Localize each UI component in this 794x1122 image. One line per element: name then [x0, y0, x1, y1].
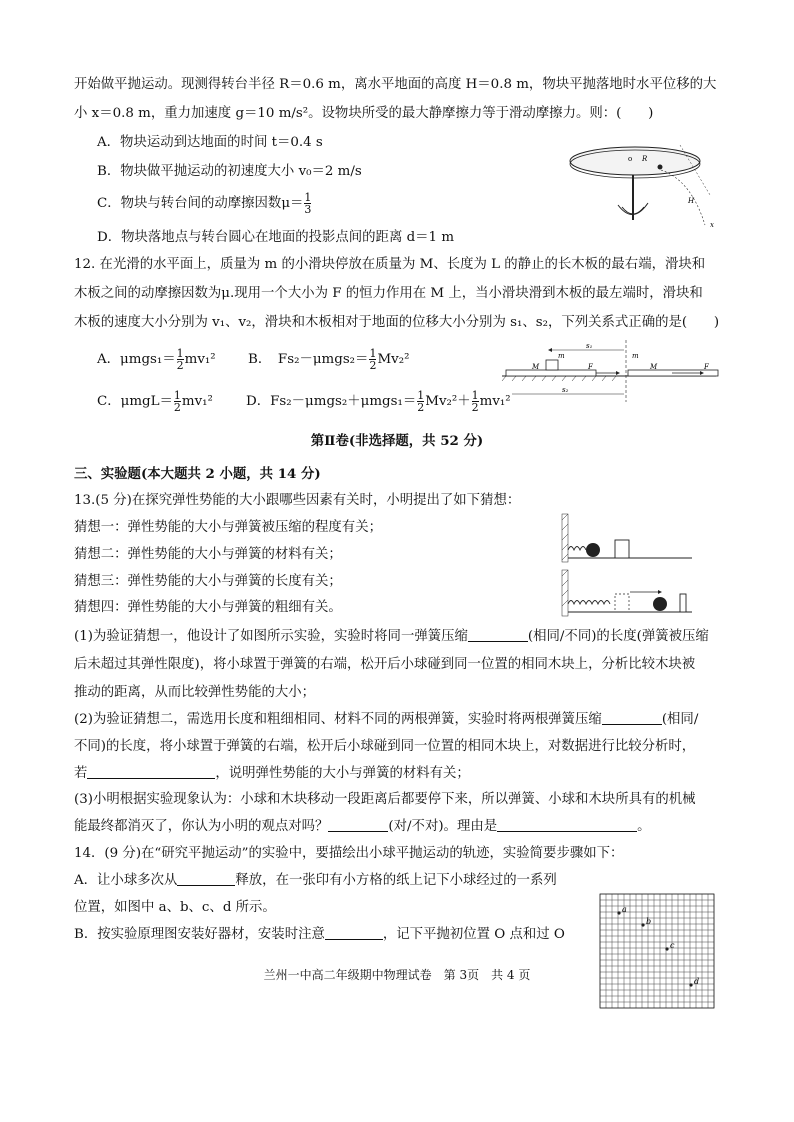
q12-option-c-tail: mv₁²: [181, 394, 213, 409]
point-a-label: a: [622, 905, 627, 914]
q12-option-b-text: B． Fs₂－μmgs₂＝: [248, 352, 369, 367]
label-s1: s₁: [586, 342, 593, 350]
fraction: [177, 348, 184, 371]
label-M-2: M: [650, 363, 658, 371]
q13-part1-line3: 推动的距离，从而比较弹性势能的大小；: [74, 685, 316, 700]
label-x: x: [710, 221, 714, 229]
turntable-figure: [560, 135, 720, 235]
numerator: 1: [304, 191, 312, 204]
denominator: 2: [471, 401, 479, 414]
q12-option-b-tail: Mv₂²: [377, 352, 410, 367]
q14-step-a-line1: [74, 872, 557, 890]
point-b-label: b: [646, 917, 652, 926]
point-d-label: d: [694, 977, 700, 986]
answer-blank[interactable]: [497, 819, 637, 832]
label-F-2: F: [704, 363, 709, 371]
q12-line3: 木板的速度大小分别为 v₁、v₂，滑块和木板相对于地面的位移大小分别为 s₁、s₂，下列关系式正确的是( ): [74, 315, 720, 330]
q13-guess2: 猜想二：弹性势能的大小与弹簧的材料有关；: [74, 547, 342, 562]
q13-part1-line2: 后未超过其弹性限度)，将小球置于弹簧的右端，松开后小球碰到同一位置的相同木块上，分析比较木块被: [74, 657, 696, 672]
q12-option-d-mid: Mv₂²＋: [425, 394, 471, 409]
answer-blank[interactable]: [602, 712, 662, 725]
part2-title: 第Ⅱ卷(非选择题，共 52 分): [310, 433, 484, 449]
answer-blank[interactable]: [328, 819, 388, 832]
q13-part3-line1: (3)小明根据实验现象认为：小球和木块移动一段距离后都要停下来，所以弹簧、小球和木块所具有的机械: [74, 792, 696, 807]
spring-figure: [560, 512, 692, 618]
q14-step-a-line2: 位置，如图中 a、b、c、d 所示。: [74, 900, 276, 915]
page-footer: 兰州一中高二年级期中物理试卷 第 3页 共 4 页: [263, 968, 531, 982]
q12-option-d-tail: mv₁²: [479, 394, 511, 409]
q12-option-c: [97, 390, 213, 413]
q13-p2-text-a: (2)为验证猜想二，需选用长度和粗细相同、材料不同的两根弹簧，实验时将两根弹簧压缩: [74, 712, 602, 727]
q13-p1-text-a: (1)为验证猜想一，他设计了如图所示实验，实验时将同一弹簧压缩: [74, 629, 468, 644]
q13-p2-text-b: (相同/: [661, 712, 699, 727]
answer-blank[interactable]: [177, 873, 235, 886]
q13-intro: 13.(5 分)在探究弹性势能的大小跟哪些因素有关时，小明提出了如下猜想：: [74, 493, 521, 508]
numerator: 1: [471, 389, 479, 402]
q13-p3-text-a: 能最终都消灭了，你认为小明的观点对吗？: [74, 819, 329, 834]
q13-p3-text-c: 。: [637, 819, 651, 834]
q13-p3-text-b: (对/不对)。理由是: [388, 819, 498, 834]
q12-line1: 12. 在光滑的水平面上，质量为 m 的小滑块停放在质量为 M、长度为 L 的静止的长木板的最右端，滑块和: [74, 257, 706, 272]
denominator: 2: [369, 359, 377, 372]
denominator: 2: [176, 359, 184, 372]
board-figure: [500, 336, 720, 404]
q13-part2-line3: [74, 765, 470, 783]
fraction: [369, 348, 376, 371]
q13-part3-line2: [74, 818, 651, 836]
q12-option-a-text: A．μmgs₁＝: [97, 352, 176, 367]
q11-option-b: B．物块做平抛运动的初速度大小 v₀＝2 m/s: [97, 164, 362, 179]
denominator: 3: [304, 203, 312, 216]
answer-blank[interactable]: [87, 766, 215, 779]
q14-step-b-line1: [74, 926, 565, 944]
answer-blank[interactable]: [468, 629, 528, 642]
numerator: 1: [417, 389, 425, 402]
q13-p2-line3-b: ，说明弹性势能的大小与弹簧的材料有关；: [215, 766, 470, 781]
label-H: H: [688, 197, 695, 205]
q12-option-a: [97, 348, 216, 371]
q14-intro: 14．(9 分)在“研究平抛运动”的实验中，要描绘出小球平抛运动的轨迹，实验简要步骤如下：: [74, 846, 624, 861]
q11-line1: 开始做平抛运动。现测得转台半径 R＝0.6 m，离水平地面的高度 H＝0.8 m，物块平抛落地时水平位移的大: [74, 77, 717, 92]
answer-blank[interactable]: [325, 927, 383, 940]
fraction: [472, 390, 479, 413]
fraction: [174, 390, 181, 413]
trajectory-grid-figure: [598, 892, 718, 1012]
q13-part2-line1: [74, 711, 698, 729]
fraction: [417, 390, 424, 413]
q14-step-b-text-a: B．按实验原理图安装好器材，安装时注意: [74, 927, 325, 942]
numerator: 1: [369, 347, 377, 360]
q13-part1-line1: [74, 628, 709, 646]
q13-part2-line2: 不同)的长度，将小球置于弹簧的右端，松开后小球碰到同一位置的相同木块上，对数据进行比较分析时，: [74, 739, 696, 754]
label-m-2: m: [632, 352, 639, 360]
label-m: m: [558, 352, 565, 360]
q14-step-b-text-b: ，记下平抛初位置 O 点和过 O: [382, 927, 565, 942]
q14-step-a-text-b: 释放，在一张印有小方格的纸上记下小球经过的一系列: [235, 873, 557, 888]
label-R: R: [642, 155, 648, 163]
q12-line2: 木板之间的动摩擦因数为μ.现用一个大小为 F 的恒力作用在 M 上，当小滑块滑到木板的最左端时，滑块和: [74, 286, 703, 301]
q13-p2-line3-a: 若: [74, 766, 88, 781]
numerator: 1: [176, 347, 184, 360]
denominator: 2: [173, 401, 181, 414]
q11-option-d: D．物块落地点与转台圆心在地面的投影点间的距离 d＝1 m: [97, 230, 455, 245]
q12-option-b: [248, 348, 409, 371]
q13-p1-text-b: (相同/不同)的长度(弹簧被压缩: [527, 629, 709, 644]
label-M: M: [532, 363, 540, 371]
q13-guess3: 猜想三：弹性势能的大小与弹簧的长度有关；: [74, 574, 342, 589]
q11-option-a: A．物块运动到达地面的时间 t＝0.4 s: [97, 135, 323, 150]
q12-option-d-text: D．Fs₂－μmgs₂＋μmgs₁＝: [246, 394, 417, 409]
point-c-label: c: [670, 941, 675, 950]
label-o: o: [628, 155, 633, 163]
q12-option-c-text: C．μmgL＝: [97, 394, 173, 409]
numerator: 1: [173, 389, 181, 402]
q13-guess4: 猜想四：弹性势能的大小与弹簧的粗细有关。: [74, 600, 342, 615]
fraction: [304, 192, 311, 215]
section3-title: 三、实验题(本大题共 2 小题，共 14 分): [74, 466, 321, 482]
q12-option-d: [246, 390, 511, 413]
q11-option-c: [97, 192, 312, 215]
q14-step-a-text-a: A．让小球多次从: [74, 873, 178, 888]
label-s2: s₂: [562, 386, 569, 394]
label-F: F: [588, 363, 593, 371]
q11-line2: 小 x＝0.8 m，重力加速度 g＝10 m/s²。设物块所受的最大静摩擦力等于滑动摩擦力。则：( ): [74, 106, 654, 121]
q13-guess1: 猜想一：弹性势能的大小与弹簧被压缩的程度有关；: [74, 520, 382, 535]
q11-option-c-text: C．物块与转台间的动摩擦因数μ＝: [97, 196, 304, 211]
q12-option-a-tail: mv₁²: [184, 352, 216, 367]
denominator: 2: [417, 401, 425, 414]
